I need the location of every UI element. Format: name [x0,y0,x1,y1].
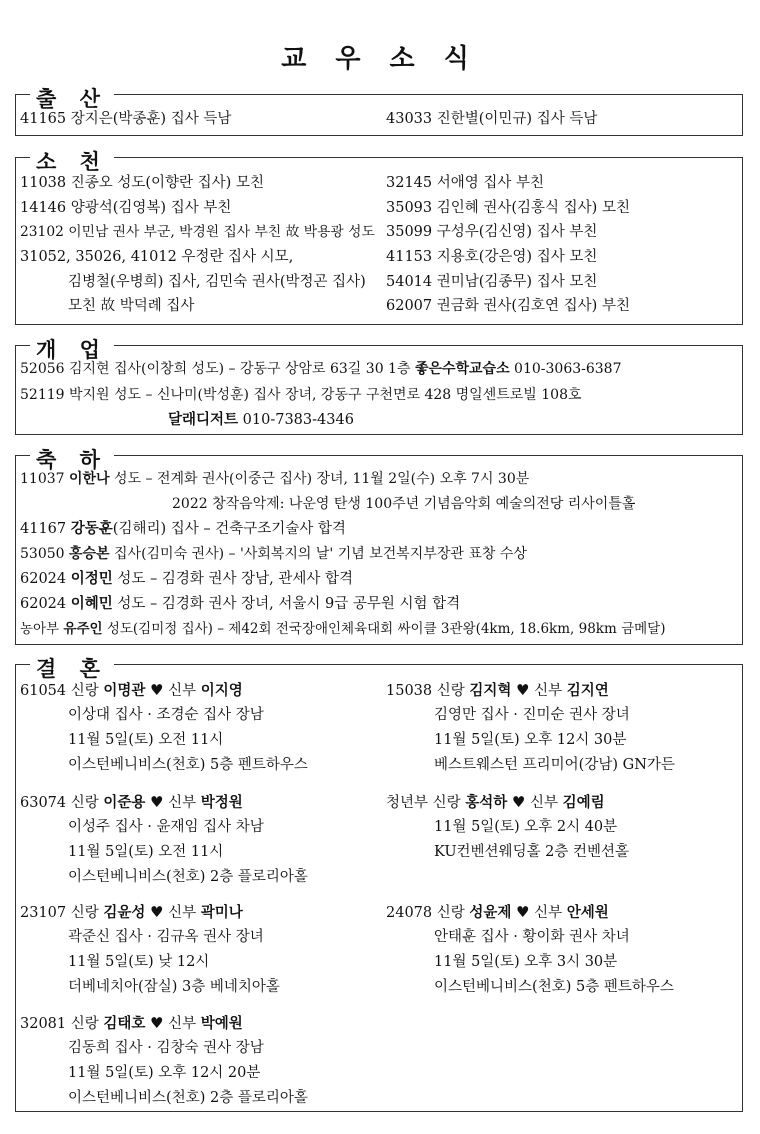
wedding-couple [20,903,243,922]
wedding-parents: 안태훈 집사 · 황이화 권사 차녀 [434,929,630,945]
bride-label: 신부 [168,905,197,921]
groom-name: 이준용 [103,794,146,811]
bride-label: 신부 [168,683,197,699]
wedding-time: 11월 5일(토) 오전 11시 [68,732,224,748]
bride-label: 신부 [534,905,563,921]
bride-name: 김지연 [566,682,609,699]
groom-label: 신랑 [432,795,461,811]
wedding-time: 11월 5일(토) 오후 12시 30분 [434,732,627,748]
wedding-time: 11월 5일(토) 오후 3시 30분 [434,954,618,970]
wedding-couple [20,681,243,700]
member-name: 이혜민 [70,595,113,612]
groom-name: 홍석하 [465,794,508,811]
congrats-line [172,495,635,513]
congrats-text: 성도 – 김경화 권사 장녀, 서울시 9급 공무원 시험 합격 [112,596,461,612]
congrats-heading: 축 하 [30,444,114,474]
congrats-text: 성도 – 김경화 권사 장남, 관세사 합격 [112,571,354,587]
wedding-venue: 이스턴베니비스(천호) 5층 펜트하우스 [68,757,308,773]
bride-name: 안세원 [566,904,609,921]
wedding-couple [386,903,609,922]
congrats-line [20,595,460,613]
wedding-parents: 김동희 집사 · 김창숙 권사 장남 [68,1040,264,1056]
groom-label: 신랑 [70,795,99,811]
wedding-couple [386,793,605,812]
wedding-heading: 결 혼 [30,653,114,683]
bride-name: 김예림 [562,794,605,811]
birth-heading: 출 산 [30,83,114,113]
wedding-venue: 이스턴베니비스(천호) 2층 플로리아홀 [68,869,308,885]
wedding-time: 11월 5일(토) 오전 11시 [68,844,224,860]
member-code: 24078 [386,905,433,921]
wedding-time: KU컨벤션웨딩홀 2층 컨벤션홀 [434,844,630,860]
funeral-item: 41153 지용호(강은영) 집사 모친 [386,249,598,265]
wedding-venue: 더베네치아(잠실) 3층 베네치아홀 [68,979,280,995]
member-name: 이한나 [69,471,110,487]
heart-icon: ♥ [150,1014,164,1032]
congrats-text: 2022 창작음악제: 나운영 탄생 100주년 기념음악회 예술의전당 리사이틀홀 [172,496,636,512]
congrats-text: (김해리) 집사 – 건축구조기술사 합격 [112,521,346,537]
groom-label: 신랑 [436,683,465,699]
groom-name: 김태호 [103,1015,146,1032]
member-code: 41167 [20,521,71,537]
member-code: 61054 [20,683,67,699]
heart-icon: ♥ [150,903,164,921]
member-code: 53050 [20,546,69,562]
bride-name: 박예원 [200,1015,243,1032]
bride-name: 이지영 [200,682,243,699]
heart-icon: ♥ [511,793,526,811]
page-title: 교 우 소 식 [281,44,479,74]
congrats-text: 성도(김미정 집사) – 제42회 전국장애인체육대회 싸이클 3관왕(4km, 18.6km, 98km 금메달) [102,621,666,637]
heart-icon: ♥ [150,681,164,699]
congrats-text: 집사(김미숙 권사) – '사회복지의 날' 기념 보건복지부장관 표창 수상 [109,546,527,562]
groom-name: 성윤제 [469,904,512,921]
member-code: 63074 [20,795,67,811]
wedding-parents: 11월 5일(토) 오후 2시 40분 [434,819,618,835]
funeral-item: 11038 진종오 성도(이향란 집사) 모친 [20,175,264,191]
congrats-line [20,570,353,588]
wedding-time: 11월 5일(토) 낮 12시 [68,954,210,970]
funeral-item: 35093 김인혜 권사(김홍식 집사) 모친 [386,200,630,216]
groom-name: 김지혁 [469,682,512,699]
wedding-parents: 김영만 집사 · 진미순 권사 장녀 [434,707,630,723]
opening-text: 52119 박지원 성도 – 신나미(박성훈) 집사 장녀, 강동구 구천면로 428 명일센트로빌 108호 [20,387,582,403]
groom-label: 신랑 [70,905,99,921]
business-name: 달래디저트 [168,411,239,428]
congrats-line [20,470,529,488]
birth-item: 41165 장지은(박종훈) 집사 득남 [20,111,232,127]
funeral-heading: 소 천 [30,146,114,176]
business-name: 좋은수학교습소 [414,361,510,377]
bride-label: 신부 [534,683,563,699]
funeral-item: 김병철(우병희) 집사, 김민숙 권사(박정곤 집사) [68,274,366,290]
bride-name: 박정원 [200,794,243,811]
wedding-venue: 이스턴베니비스(천호) 5층 펜트하우스 [434,979,674,995]
wedding-parents: 이상대 집사 · 조경순 집사 장남 [68,707,264,723]
bride-label: 신부 [168,1016,197,1032]
opening-heading: 개 업 [30,334,114,364]
wedding-venue: 이스턴베니비스(천호) 2층 플로리아홀 [68,1090,308,1106]
member-name: 유주인 [63,621,103,637]
member-name: 홍승본 [69,546,110,562]
wedding-couple [20,793,243,812]
opening-line [20,360,622,378]
member-code: 농아부 [20,621,64,637]
funeral-item: 23102 이민남 권사 부군, 박경원 집사 부친 故 박용광 성도 [20,224,375,240]
member-name: 이정민 [70,570,113,587]
heart-icon: ♥ [516,903,530,921]
funeral-item: 모친 故 박덕례 집사 [68,298,195,314]
member-code: 23107 [20,905,67,921]
congrats-line [20,520,346,538]
funeral-item: 31052, 35026, 41012 우정란 집사 시모, [20,249,294,265]
member-code: 62024 [20,596,71,612]
heart-icon: ♥ [150,793,164,811]
funeral-item: 62007 권금화 권사(김호연 집사) 부친 [386,298,630,314]
groom-label: 신랑 [436,905,465,921]
opening-text: 52056 김지현 집사(이창희 성도) – 강동구 상암로 63길 30 1층 [20,361,415,377]
member-code: 15038 [386,683,433,699]
bride-name: 곽미나 [200,904,243,921]
member-name: 강동훈 [70,520,113,537]
funeral-item: 32145 서애영 집사 부친 [386,175,545,191]
member-code: 11037 [20,471,69,487]
opening-line [20,386,582,404]
funeral-item: 54014 권미남(김종무) 집사 모친 [386,274,598,290]
bride-label: 신부 [529,795,558,811]
bride-label: 신부 [168,795,197,811]
heart-icon: ♥ [516,681,530,699]
congrats-line [20,545,527,563]
birth-item: 43033 진한별(이민규) 집사 득남 [386,111,598,127]
member-code: 청년부 [386,795,429,811]
wedding-parents: 곽준신 집사 · 김규옥 권사 장녀 [68,929,264,945]
funeral-item: 35099 구성우(김신영) 집사 부친 [386,224,598,240]
wedding-parents: 이성주 집사 · 윤재임 집사 차남 [68,819,264,835]
congrats-line [20,620,665,638]
member-code: 62024 [20,571,71,587]
opening-line [168,411,354,429]
groom-label: 신랑 [70,683,99,699]
groom-label: 신랑 [70,1016,99,1032]
opening-phone: 010-7383-4346 [238,412,354,428]
groom-name: 이명관 [103,682,146,699]
funeral-item: 14146 양광석(김영복) 집사 부친 [20,200,232,216]
wedding-venue: 베스트웨스턴 프리미어(강남) GN가든 [434,757,675,773]
groom-name: 김윤성 [103,904,146,921]
congrats-text: 성도 – 전계화 권사(이중근 집사) 장녀, 11월 2일(수) 오후 7시 30분 [109,471,530,487]
wedding-couple [20,1014,243,1033]
opening-phone: 010-3063-6387 [509,361,622,377]
member-code: 32081 [20,1016,67,1032]
wedding-couple [386,681,609,700]
wedding-time: 11월 5일(토) 오후 12시 20분 [68,1065,261,1081]
